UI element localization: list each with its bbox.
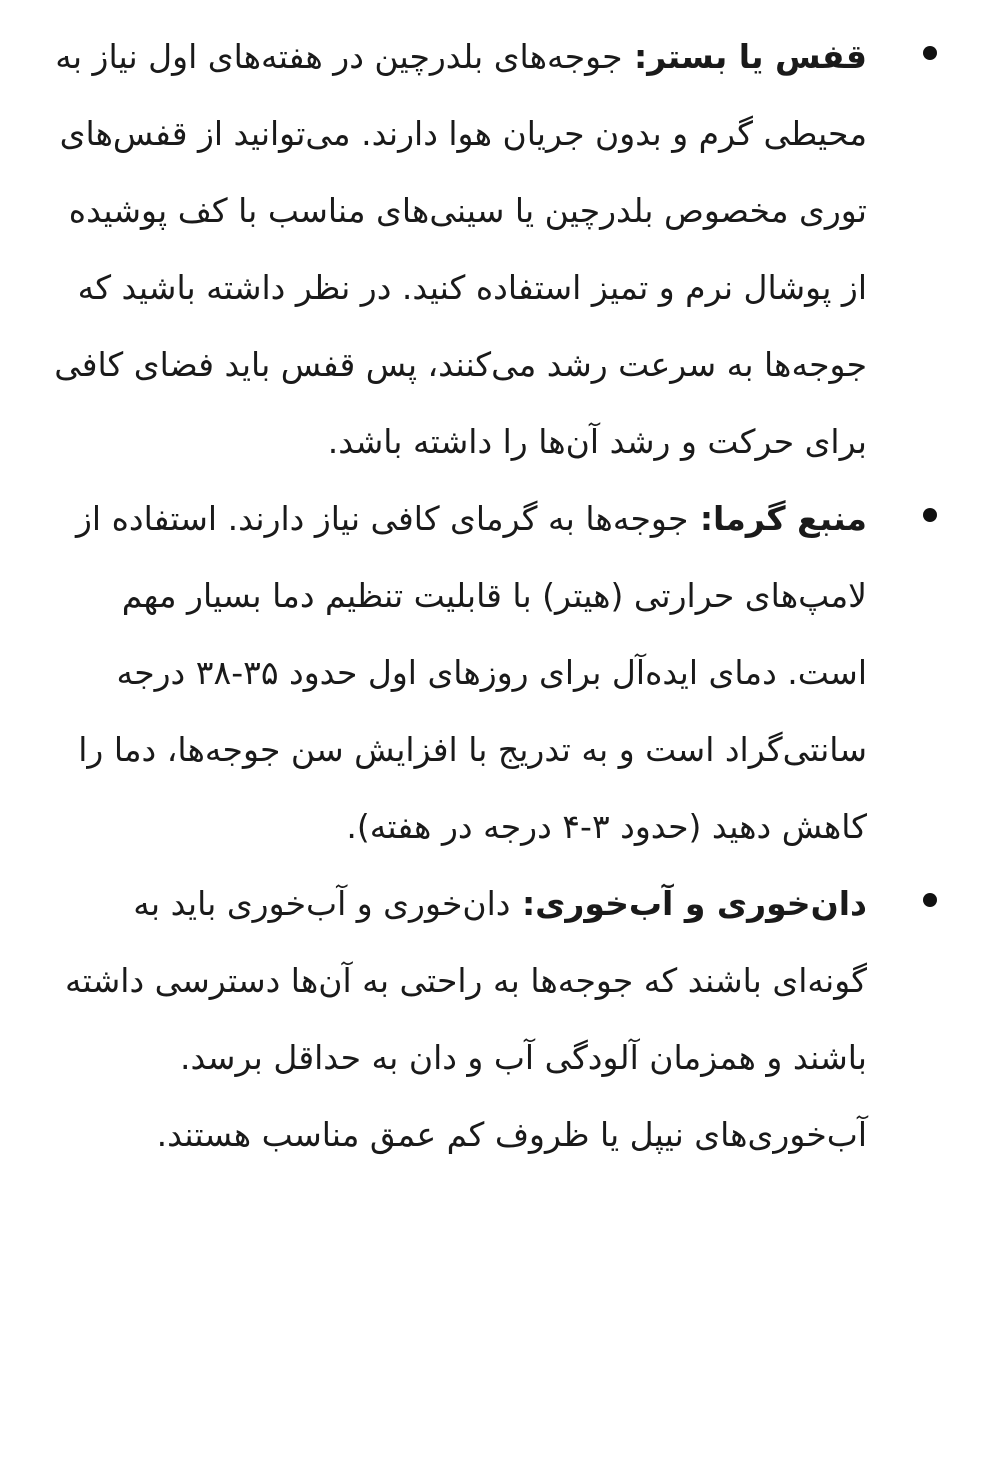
item-body: جوجه‌ها به گرمای کافی نیاز دارند. استفاده از لامپ‌های حرارتی (هیتر) با قابلیت تنظیم دما بسیار مهم است. دمای ایده‌آل برای روزهای اول حدود ۳۵-۳۸ درجه سانتی‌گراد است و به تدریج با افزایش سن جوجه‌ها، دما را کاهش دهید (حدود ۳-۴ درجه در هفته).	[75, 499, 867, 846]
bullet-dot-icon	[923, 46, 937, 60]
list-item-feeder	[40, 865, 941, 1173]
bullet-dot-icon	[923, 893, 937, 907]
item-term: منبع گرما:	[688, 499, 867, 538]
item-term: دان‌خوری و آب‌خوری:	[510, 884, 867, 923]
bullet-dot-icon	[923, 508, 937, 522]
bullet-list	[40, 18, 941, 1173]
list-item-cage	[40, 18, 941, 480]
item-term: قفس یا بستر:	[622, 37, 867, 76]
item-body: جوجه‌های بلدرچین در هفته‌های اول نیاز به محیطی گرم و بدون جریان هوا دارند. می‌توانید از قفس‌های توری مخصوص بلدرچین یا سینی‌های مناسب با کف پوشیده از پوشال نرم و تمیز استفاده کنید. در نظر داشته باشید که جوجه‌ها به سرعت رشد می‌کنند، پس قفس باید فضای کافی برای حرکت و رشد آن‌ها را داشته باشد.	[54, 37, 867, 461]
item-body: دان‌خوری و آب‌خوری باید به گونه‌ای باشند که جوجه‌ها به راحتی به آن‌ها دسترسی داشته باشند و همزمان آلودگی آب و دان به حداقل برسد. آب‌خوری‌های نیپل یا ظروف کم عمق مناسب هستند.	[64, 884, 867, 1154]
list-item-heat	[40, 480, 941, 865]
